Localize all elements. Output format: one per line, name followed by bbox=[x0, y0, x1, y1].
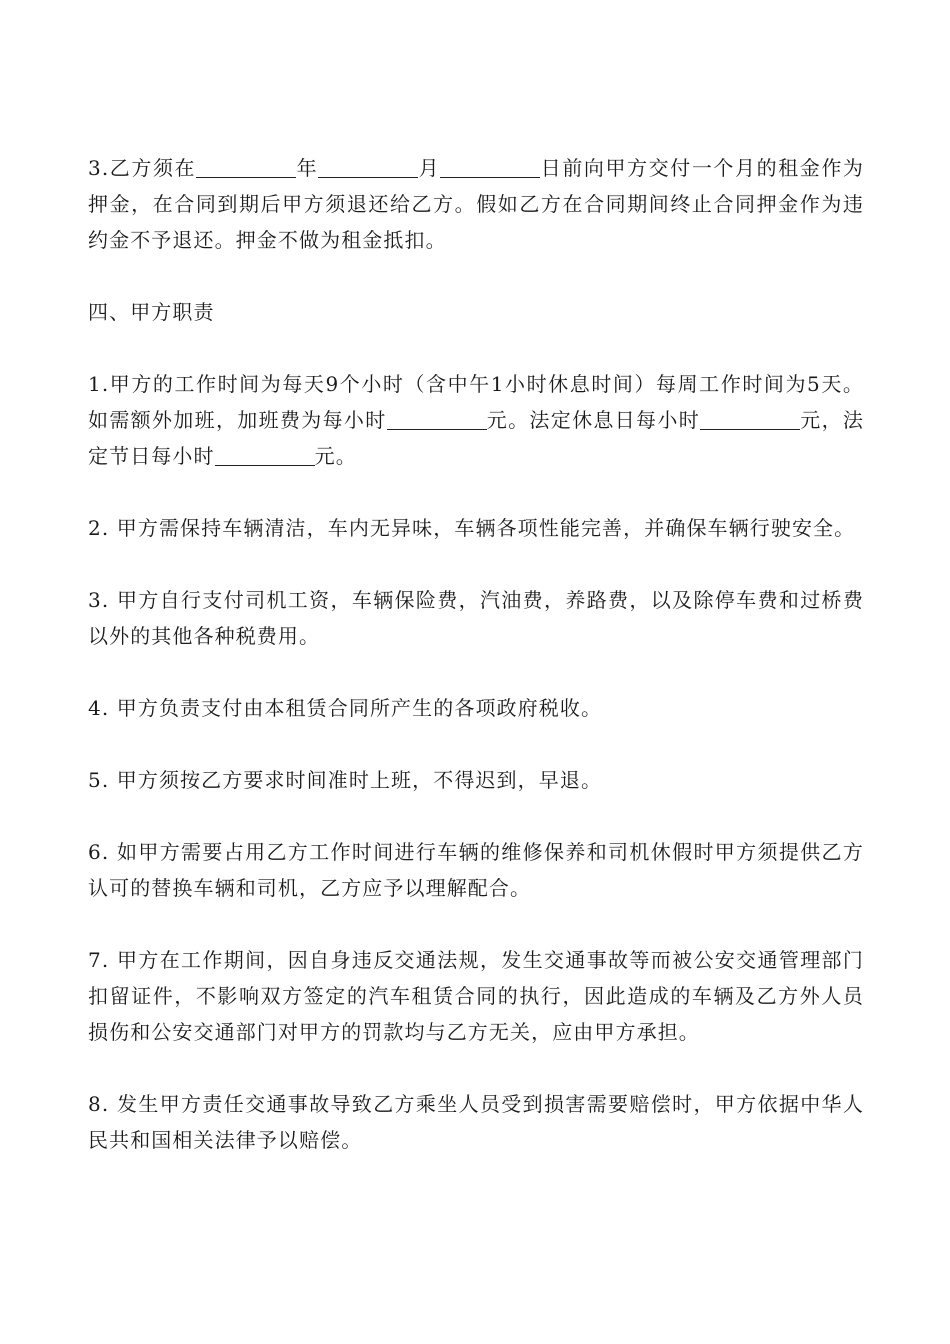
clause-3-deposit bbox=[88, 150, 864, 258]
clause-6-replacement: 6. 如甲方需要占用乙方工作时间进行车辆的维修保养和司机休假时甲方须提供乙方认可的替换车辆和司机，乙方应予以理解配合。 bbox=[88, 840, 864, 900]
clause-4-taxes: 4. 甲方负责支付由本租赁合同所产生的各项政府税收。 bbox=[88, 696, 603, 720]
clause-text: 元。法定休息日每小时 bbox=[486, 408, 701, 432]
clause-text: 元。 bbox=[314, 444, 357, 468]
holiday-rate-blank[interactable] bbox=[215, 444, 315, 466]
clause-1-work-hours bbox=[88, 366, 864, 474]
clause-text: 乙方须在 bbox=[109, 156, 197, 180]
document-body bbox=[88, 150, 864, 1158]
clause-8-compensation: 8. 发生甲方责任交通事故导致乙方乘坐人员受到损害需要赔偿时，甲方依据中华人民共和国相关法律予以赔偿。 bbox=[88, 1092, 864, 1152]
day-blank[interactable] bbox=[440, 156, 540, 178]
clause-text: 甲方的工作时间为每天9个小时（含中午1小时休息时间）每周工作时间为5天。如需额外加班，加班费为每小时 bbox=[88, 372, 864, 432]
clause-text: 日前向甲方交付一个月的租金作为押金，在合同到期后甲方须退还给乙方。假如乙方在合同期间终止合同押金作为违约金不予退还。押金不做为租金抵扣。 bbox=[88, 156, 865, 252]
rest-day-rate-blank[interactable] bbox=[700, 408, 800, 430]
clause-2-cleanliness: 2. 甲方需保持车辆清洁，车内无异味，车辆各项性能完善，并确保车辆行驶安全。 bbox=[88, 516, 856, 540]
month-blank[interactable] bbox=[318, 156, 418, 178]
year-blank[interactable] bbox=[196, 156, 296, 178]
clause-7-violations: 7. 甲方在工作期间，因自身违反交通法规，发生交通事故等而被公安交通管理部门扣留证件，不影响双方签定的汽车租赁合同的执行，因此造成的车辆及乙方外人员损伤和公安交通部门对甲方的罚款均与乙方无关，应由甲方承担。 bbox=[88, 948, 864, 1044]
clause-text: 月 bbox=[418, 156, 441, 180]
clause-number: 1. bbox=[88, 372, 110, 396]
clause-text: 元，法定节日每小时 bbox=[88, 408, 864, 468]
clause-number: 3. bbox=[88, 156, 110, 180]
clause-text: 年 bbox=[296, 156, 319, 180]
clause-3-expenses: 3. 甲方自行支付司机工资，车辆保险费，汽油费，养路费，以及除停车费和过桥费以外的其他各种税费用。 bbox=[88, 588, 864, 648]
overtime-rate-blank[interactable] bbox=[387, 408, 487, 430]
section-heading: 四、甲方职责 bbox=[88, 300, 215, 324]
clause-5-punctuality: 5. 甲方须按乙方要求时间准时上班，不得迟到，早退。 bbox=[88, 768, 603, 792]
